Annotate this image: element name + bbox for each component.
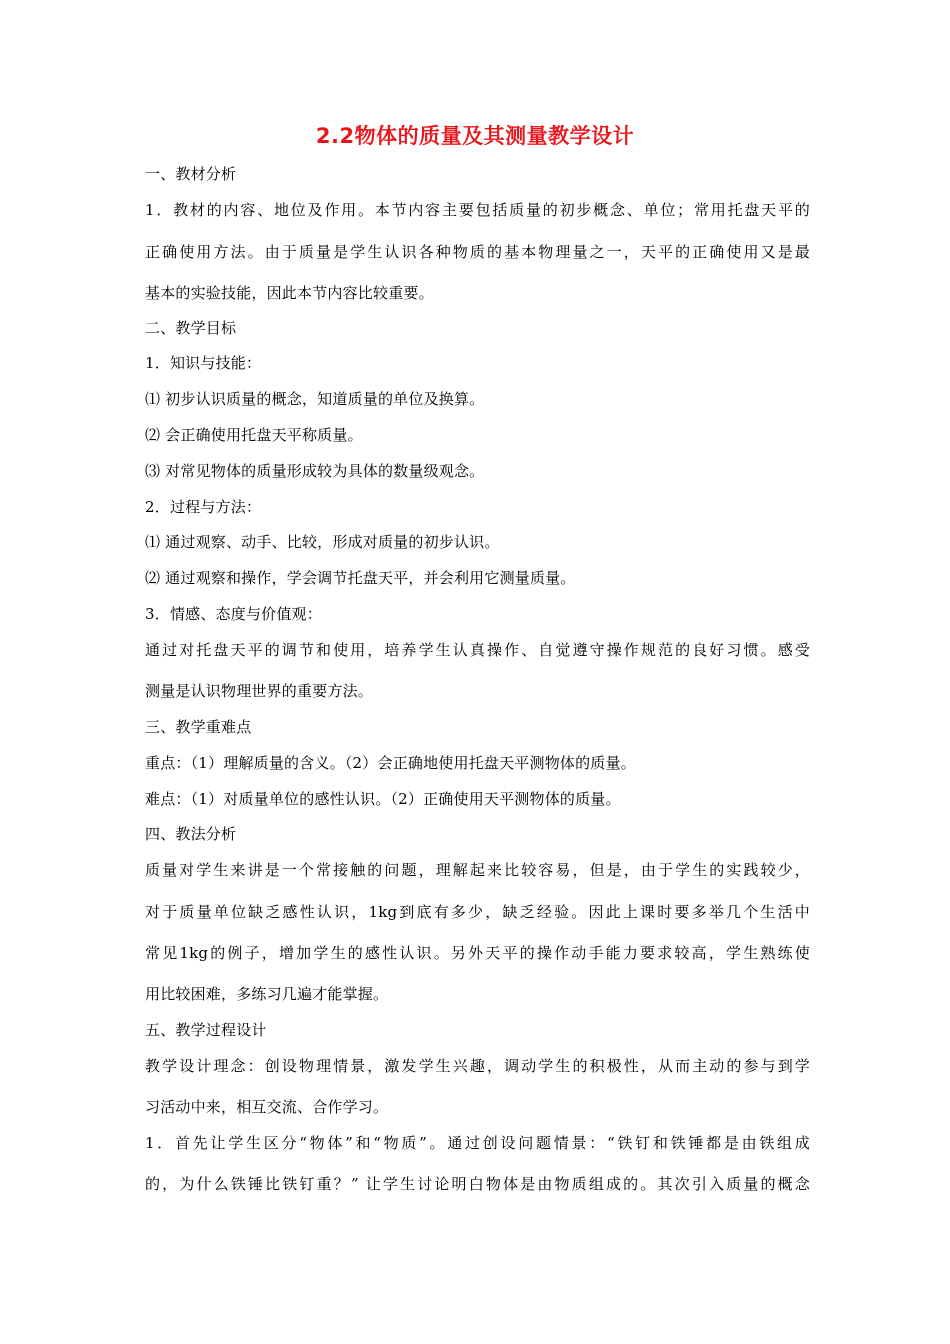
paragraph-line: 测量是认识物理世界的重要方法。 <box>145 682 374 700</box>
list-item: ⑴ 通过观察、动手、比较，形成对质量的初步认识。 <box>145 533 500 551</box>
paragraph-line: 基本的实验技能，因此本节内容比较重要。 <box>145 284 434 302</box>
document-title: 2.2物体的质量及其测量教学设计 <box>315 124 635 148</box>
heading-teaching-process: 五、教学过程设计 <box>145 1021 267 1039</box>
paragraph-line: 教学设计理念：创设物理情景，激发学生兴趣，调动学生的积极性，从而主动的参与到学 <box>145 1057 810 1075</box>
paragraph-line: 通过对托盘天平的调节和使用，培养学生认真操作、自觉遵守操作规范的良好习惯。感受 <box>145 641 810 659</box>
paragraph-line: 对于质量单位缺乏感性认识，1kg到底有多少，缺乏经验。因此上课时要多举几个生活中 <box>145 903 810 921</box>
key-points-line: 重点：（1）理解质量的含义。（2）会正确地使用托盘天平测物体的质量。 <box>145 754 636 772</box>
subheading-process-methods: 2．过程与方法： <box>145 498 262 516</box>
heading-teaching-method: 四、教法分析 <box>145 825 237 843</box>
paragraph-line: 常见1kg的例子，增加学生的感性认识。另外天平的操作动手能力要求较高，学生熟练使 <box>145 944 810 962</box>
list-item: ⑵ 会正确使用托盘天平称质量。 <box>145 426 363 444</box>
list-item: ⑶ 对常见物体的质量形成较为具体的数量级观念。 <box>145 462 485 480</box>
paragraph-line: 质量对学生来讲是一个常接触的问题，理解起来比较容易，但是，由于学生的实践较少， <box>145 861 810 879</box>
heading-key-difficult-points: 三、教学重难点 <box>145 718 252 736</box>
subheading-attitude-values: 3．情感、态度与价值观： <box>145 605 322 623</box>
heading-textbook-analysis: 一、教材分析 <box>145 165 237 183</box>
paragraph-line: 1．首先让学生区分“物体”和“物质”。通过创设问题情景：“铁钉和铁锤都是由铁组成 <box>145 1134 810 1152</box>
paragraph-line: 1．教材的内容、地位及作用。本节内容主要包括质量的初步概念、单位；常用托盘天平的 <box>145 201 810 219</box>
paragraph-line: 的，为什么铁锤比铁钉重？” 让学生讨论明白物体是由物质组成的。其次引入质量的概念 <box>145 1175 810 1193</box>
paragraph-line: 习活动中来，相互交流、合作学习。 <box>145 1098 389 1116</box>
heading-teaching-goals: 二、教学目标 <box>145 319 237 337</box>
list-item: ⑵ 通过观察和操作，学会调节托盘天平，并会利用它测量质量。 <box>145 569 576 587</box>
subheading-knowledge-skills: 1．知识与技能： <box>145 354 262 372</box>
paragraph-line: 正确使用方法。由于质量是学生认识各种物质的基本物理量之一，天平的正确使用又是最 <box>145 243 810 261</box>
list-item: ⑴ 初步认识质量的概念，知道质量的单位及换算。 <box>145 390 485 408</box>
difficult-points-line: 难点：（1）对质量单位的感性认识。（2）正确使用天平测物体的质量。 <box>145 790 621 808</box>
paragraph-line: 用比较困难，多练习几遍才能掌握。 <box>145 985 389 1003</box>
